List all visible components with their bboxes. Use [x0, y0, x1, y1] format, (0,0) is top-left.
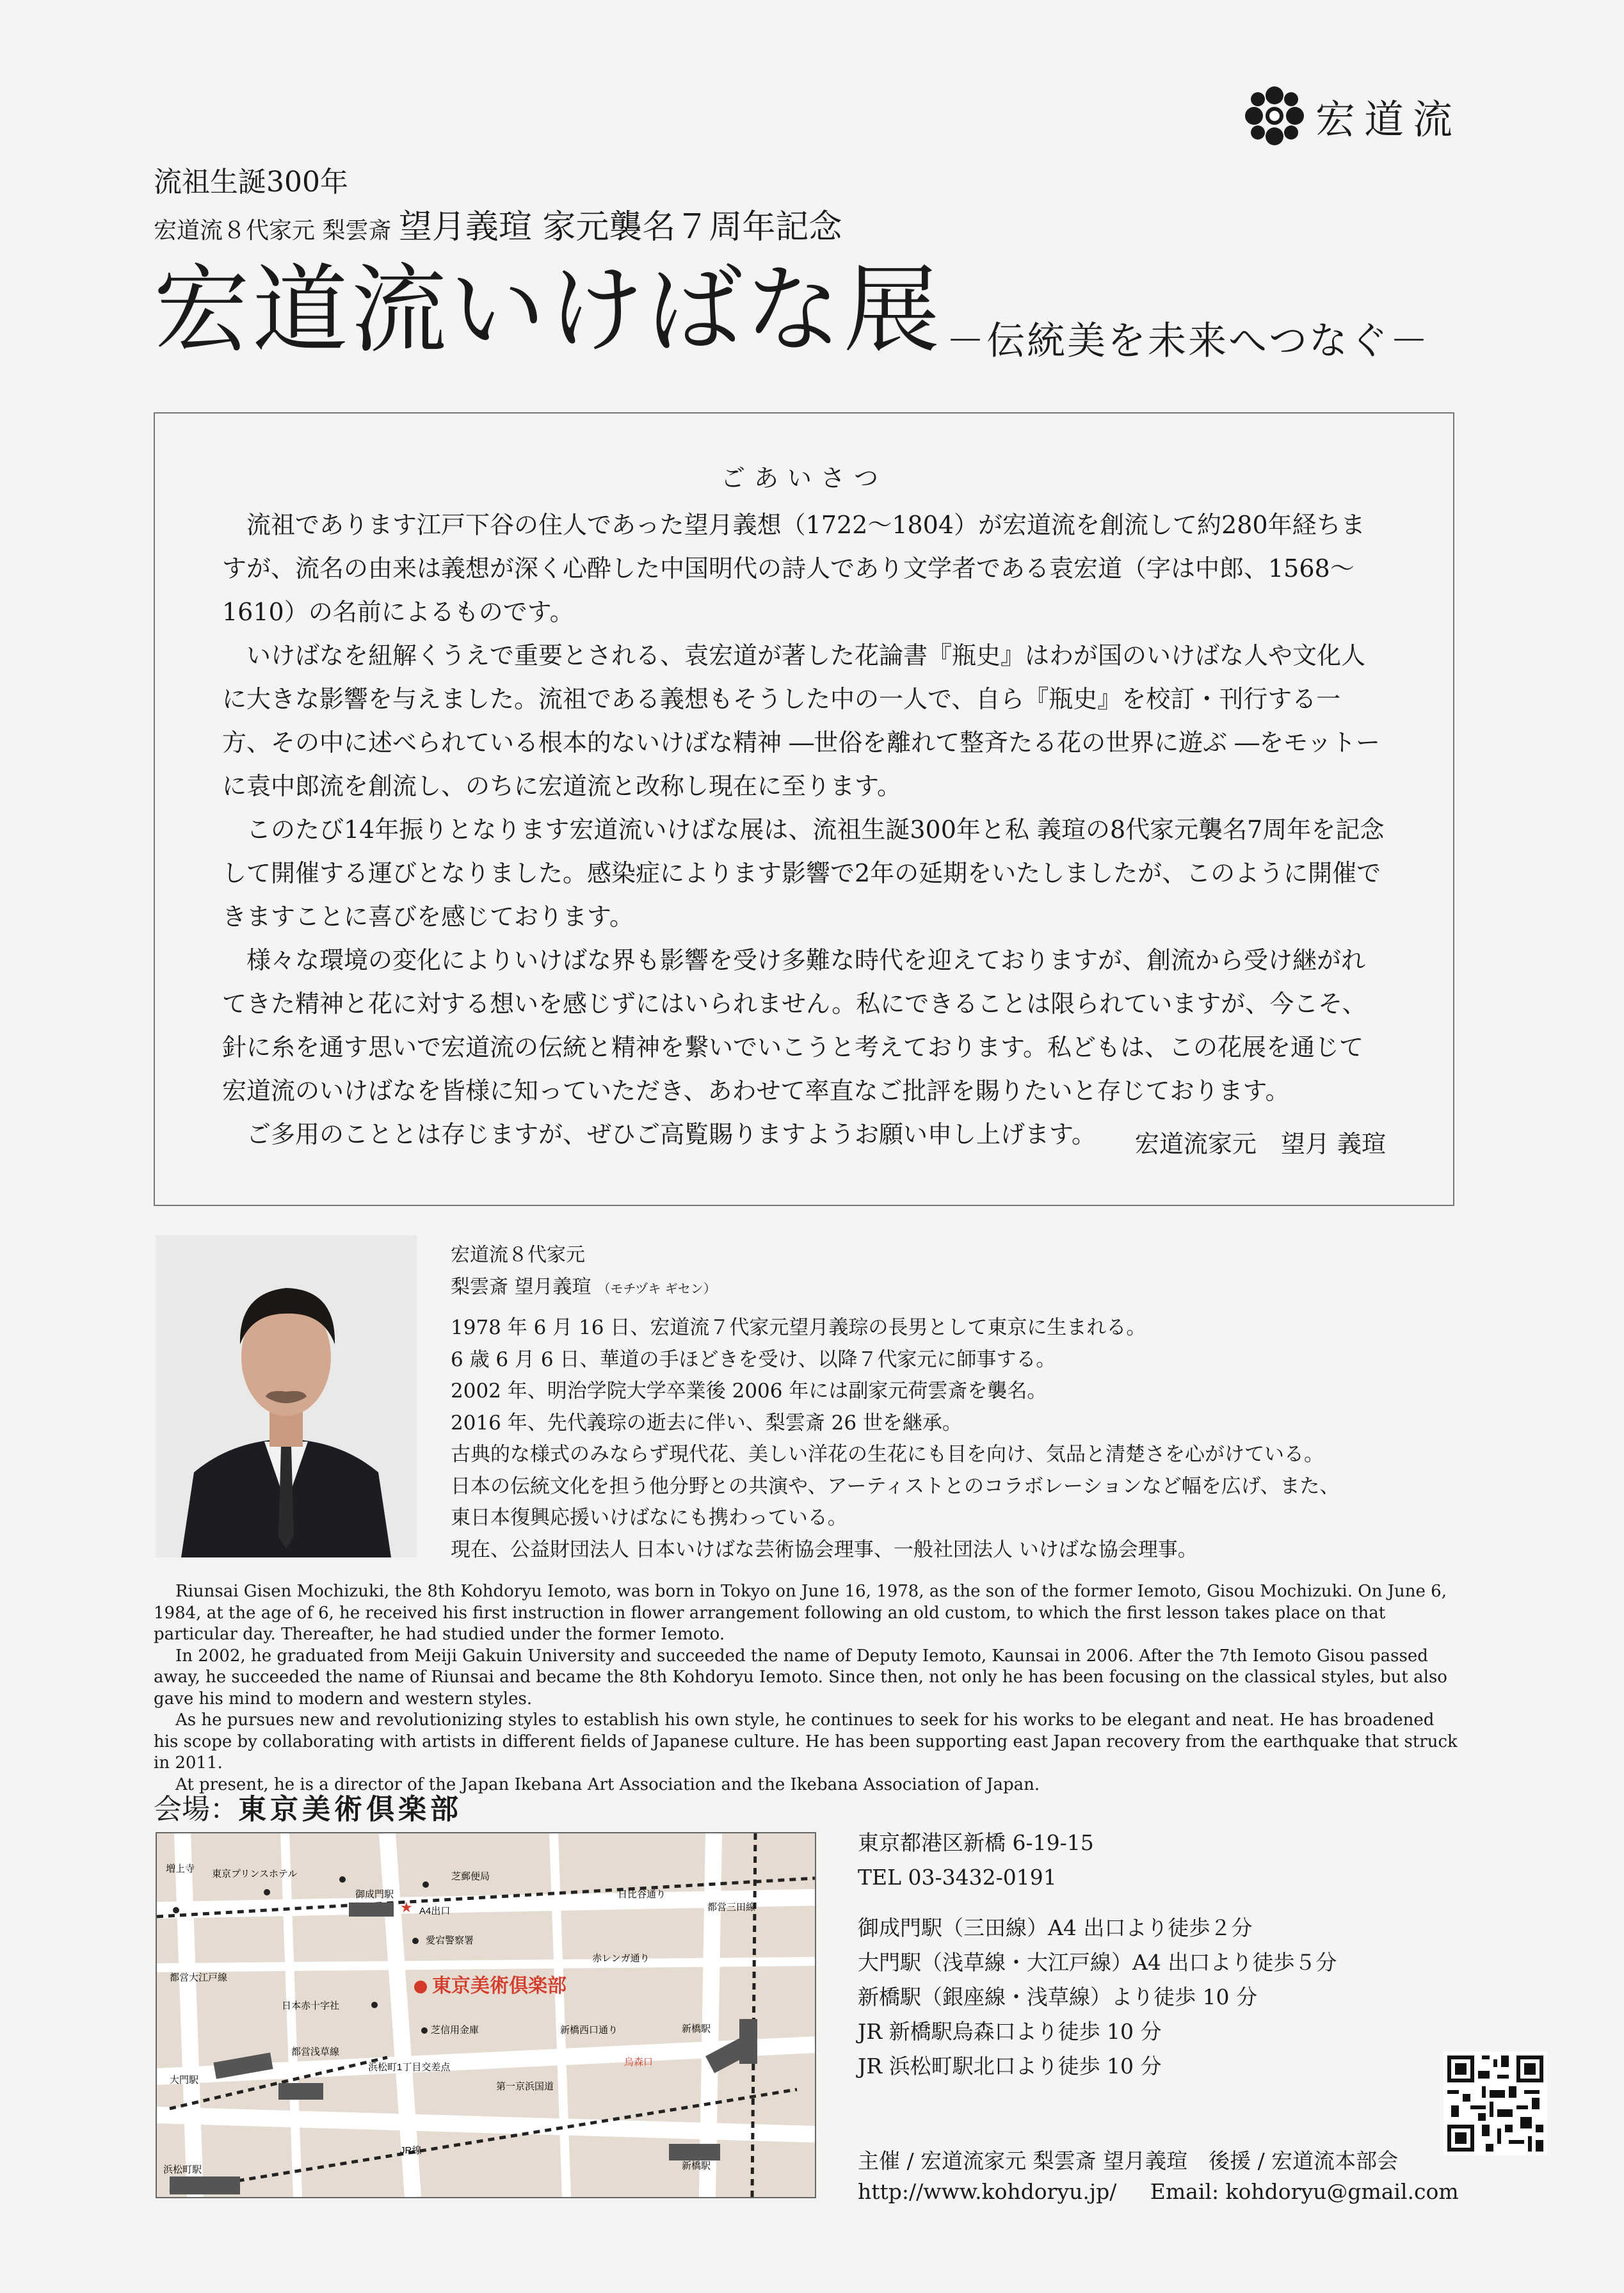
bio-line: 古典的な様式のみならず現代花、美しい洋花の生花にも目を向け、気品と清楚さを心がけている。 [451, 1443, 1324, 1466]
phone-number: TEL 03-3432-0191 [858, 1865, 1057, 1890]
map-label: 新橋西口通り [560, 2025, 618, 2036]
anniversary-line: 流祖生誕300年 [154, 166, 348, 198]
english-paragraph: In 2002, he graduated from Meiji Gakuin University and succeeded the name of Deputy Iemoto, Kaunsai in 2006. After the 7th Iemoto Gisou passed away, he succeeded the name of Riunsai and became the 8th Kohdoryu Iemoto. Since then, not only he has been focusing on the classical styles, but also gave his mind to modern and western styles. [154, 1646, 1447, 1709]
access-line: 大門駅（浅草線・大江戸線）A4 出口より徒歩５分 [858, 1950, 1337, 1975]
greeting-paragraph: ご多用のこととは存じますが、ぜひご高覧賜りますようお願い申し上げます。 [246, 1120, 1096, 1148]
map-label: A4出口 [419, 1906, 451, 1917]
map-label: 新橋駅 [682, 2160, 711, 2171]
greeting-signature: 宏道流家元 望月 義瑄 [1134, 1130, 1386, 1158]
map-label: 増上寺 [166, 1863, 195, 1874]
access-line: 新橋駅（銀座線・浅草線）より徒歩 10 分 [858, 1984, 1257, 2009]
logo-text: 宏道流 [1315, 95, 1462, 143]
bio-line: 2002 年、明治学院大学卒業後 2006 年には副家元荷雲斎を襲名。 [451, 1380, 1047, 1403]
map-label: 東京プリンスホテル [212, 1869, 298, 1879]
exhibition-title: 宏道流いけばな展 [154, 255, 943, 366]
email-link[interactable]: Email: kohdoryu@gmail.com [1150, 2179, 1459, 2204]
map-label: 御成門駅 [355, 1889, 394, 1900]
english-paragraph: At present, he is a director of the Japan Ikebana Art Association and the Ikebana Association of Japan. [175, 1774, 1040, 1794]
flower-crest-icon [1245, 86, 1304, 145]
map-label: 都営三田線 [707, 1902, 756, 1913]
greeting-heading: ごあいさつ [720, 464, 887, 492]
map-label: 日本赤十字社 [282, 2000, 340, 2011]
greeting-body [222, 503, 1386, 1156]
organizer-info [858, 2146, 1459, 2207]
kohdoryu-logo [1245, 86, 1461, 145]
map-label: 愛宕警察署 [426, 1935, 474, 1946]
english-bio [154, 1581, 1459, 1796]
bio-line: 6 歳 6 月 6 日、華道の手ほどきを受け、以降７代家元に師事する。 [451, 1348, 1056, 1371]
bio-text [451, 1312, 1340, 1566]
bio-line: 1978 年 6 月 16 日、宏道流７代家元望月義琮の長男として東京に生まれる。 [451, 1316, 1146, 1339]
host-line: 主催 / 宏道流家元 梨雲斎 望月義瑄 後援 / 宏道流本部会 [858, 2148, 1399, 2173]
map-label: 第一京浜国道 [496, 2081, 554, 2092]
map-label: 日比谷通り [618, 1889, 666, 1900]
bio-line: 現在、公益財団法人 日本いけばな芸術協会理事、一般社団法人 いけばな協会理事。 [451, 1538, 1198, 1561]
map-label: 都営浅草線 [291, 2047, 340, 2057]
bio-line: 東日本復興応援いけばなにも携わっている。 [451, 1506, 848, 1529]
bio-name: 梨雲斎 望月義瑄 （モチヅキ ギセン） [451, 1276, 716, 1298]
map-label: 新橋駅 [682, 2023, 711, 2034]
exhibition-subtitle: －伝統美を未来へつなぐ－ [946, 319, 1430, 364]
greeting-paragraph: このたび14年振りとなります宏道流いけばな展は、流祖生誕300年と私 義瑄の8代家元襲名7周年を記念して開催する運びとなりました。感染症によります影響で2年の延期をいたしましたが、このように開催できますことに喜びを感じております。 [222, 816, 1385, 931]
bio-line: 2016 年、先代義琮の逝去に伴い、梨雲斎 26 世を継承。 [451, 1411, 962, 1435]
greeting-paragraph: いけばなを紐解くうえで重要とされる、袁宏道が著した花論書『瓶史』はわが国のいけばな人や文化人に大きな影響を与えました。流祖である義想もそうした中の一人で、自ら『瓶史』を校訂・刊行する一方、その中に述べられている根本的ないけばな精神 ―世俗を離れて整斉たる花の世界に遊ぶ ―をモットーに袁中郎流を創流し、のちに宏道流と改称し現在に至ります。 [222, 641, 1381, 800]
map-label: JR線 [400, 2145, 422, 2156]
address-line: 東京都港区新橋 6-19-15 [858, 1830, 1094, 1855]
map-label: 芝信用金庫 [431, 2025, 479, 2036]
qr-code[interactable] [1443, 2052, 1547, 2155]
english-paragraph: As he pursues new and revolutionizing styles to establish his own style, he continues to seek for his works to be elegant and neat. He has broadened his scope by collaborating with artists in different fields of Japanese culture. He has been supporting east Japan recovery from the earthquake that struck in 2011. [154, 1710, 1458, 1773]
greeting-box [154, 412, 1454, 1206]
website-link[interactable]: http://www.kohdoryu.jp/ [858, 2179, 1117, 2204]
commemoration-line: 宏道流８代家元 梨雲斎 望月義瑄 家元襲名７周年記念 [154, 208, 842, 246]
access-line: JR 新橋駅烏森口より徒歩 10 分 [858, 2019, 1162, 2044]
greeting-paragraph: 様々な環境の変化によりいけばな界も影響を受け多難な時代を迎えておりますが、創流から受け継がれてきた精神と花に対する想いを感じずにはいられません。私にできることは限られていますが、今こそ、針に糸を通す思いで宏道流の伝統と精神を繋いでいこうと考えております。私どもは、この花展を通じて宏道流のいけばなを皆様に知っていただき、あわせて率直なご批評を賜りたいと存じております。 [222, 946, 1367, 1105]
english-paragraph: Riunsai Gisen Mochizuki, the 8th Kohdoryu Iemoto, was born in Tokyo on June 16, 1978, as the son of the former Iemoto, Gisou Mochizuki. On June 6, 1984, at the age of 6, he received his first instruction in flower arrangement following an old custom, to which the first lesson takes place on that particular day. Thereafter, he had studied under the former Iemoto. [154, 1582, 1447, 1644]
access-map [156, 1832, 816, 2198]
bio-line: 日本の伝統文化を担う他分野との共演や、アーティストとのコラボレーションなど幅を広げ、また、 [451, 1474, 1340, 1498]
svg-text:★: ★ [400, 1899, 413, 1915]
map-label: 浜松町1丁目交差点 [368, 2062, 451, 2073]
bio-reading: （モチヅキ ギセン） [597, 1281, 716, 1296]
venue-address [858, 1826, 1094, 1895]
access-directions [858, 1911, 1337, 2084]
map-label: 都営大江戸線 [170, 1972, 228, 1983]
access-line: JR 浜松町駅北口より徒歩 10 分 [858, 2054, 1162, 2079]
venue-name: 東京美術倶楽部 [238, 1793, 462, 1826]
map-label: 烏森口 [624, 2057, 654, 2068]
map-label: 浜松町駅 [163, 2164, 202, 2175]
venue-heading: 会場：東京美術倶楽部 [154, 1793, 462, 1826]
bio-title: 宏道流８代家元 [451, 1244, 585, 1266]
map-label: 大門駅 [170, 2075, 199, 2086]
map-label: 赤レンガ通り [592, 1953, 650, 1964]
iemoto-portrait [156, 1235, 417, 1557]
greeting-paragraph: 流祖であります江戸下谷の住人であった望月義想（1722～1804）が宏道流を創流して約280年経ちますが、流名の由来は義想が深く心酔した中国明代の詩人であり文学者である袁宏道（字は中郎、1568～1610）の名前によるものです。 [222, 511, 1365, 626]
access-line: 御成門駅（三田線）A4 出口より徒歩２分 [858, 1915, 1253, 1940]
map-label: 芝郵便局 [451, 1871, 490, 1882]
map-label: 東京美術倶楽部 [432, 1975, 567, 1997]
